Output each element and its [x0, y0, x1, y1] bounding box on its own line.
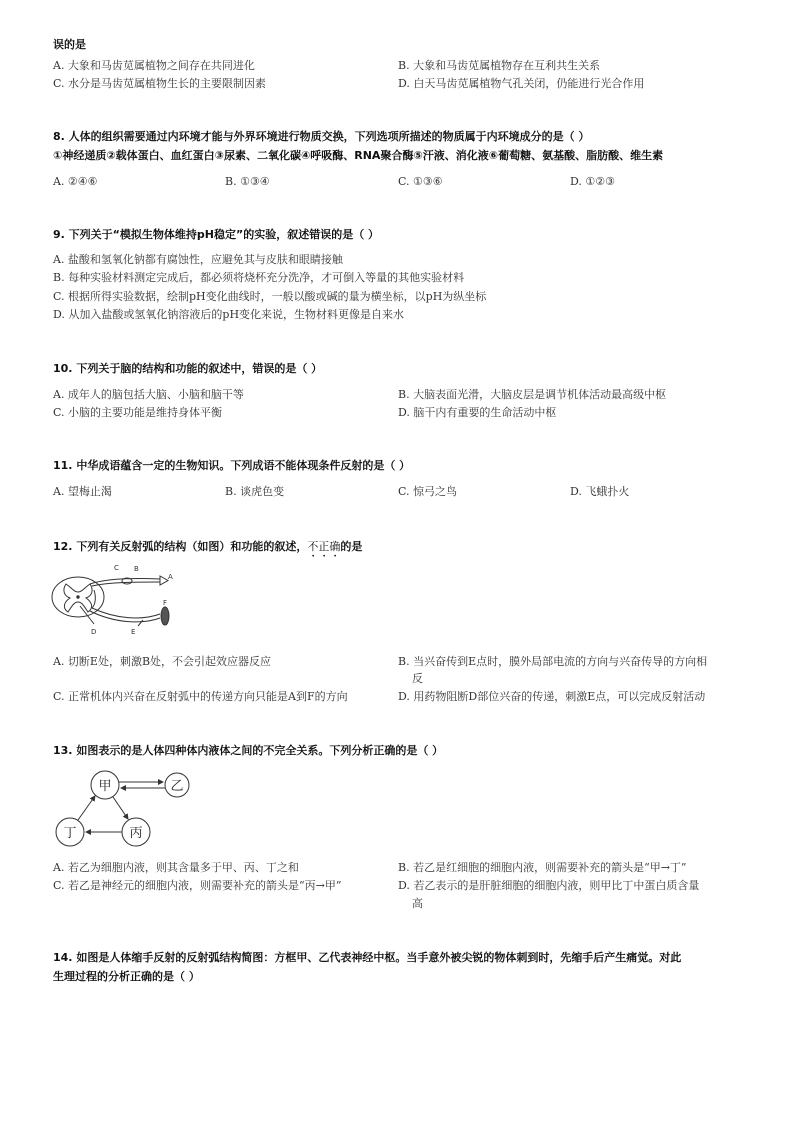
q7-option-d: D. 白天马齿苋属植物气孔关闭，仍能进行光合作用	[398, 77, 645, 90]
q13-stem: 13. 如图表示的是人体四种体内液体之间的不完全关系。下列分析正确的是（ ）	[53, 744, 444, 757]
q12-stem-emphasis: 不正确	[307, 540, 341, 553]
q8-option-d: D. ①②③	[570, 175, 616, 188]
q10-option-c: C. 小脑的主要功能是维持身体平衡	[53, 406, 223, 419]
q9-option-b: B. 每种实验材料测定完成后，都必须将烧杯充分洗净，才可倒入等量的其他实验材料	[53, 271, 465, 284]
q12-stem-prefix: 12. 下列有关反射弧的结构（如图）和功能的叙述，	[53, 540, 308, 553]
q8-option-a: A. ②④⑥	[53, 175, 98, 188]
q11-stem: 11. 中华成语蕴含一定的生物知识。下列成语不能体现条件反射的是（ ）	[53, 459, 411, 472]
q10-option-d: D. 脑干内有重要的生命活动中枢	[398, 406, 557, 419]
q12-stem	[53, 540, 362, 560]
q9-option-a: A. 盐酸和氢氧化钠都有腐蚀性，应避免其与皮肤和眼睛接触	[53, 253, 343, 266]
q10-option-a: A. 成年人的脑包括大脑、小脑和脑干等	[53, 388, 244, 401]
q8-items: ①神经递质②载体蛋白、血红蛋白③尿素、二氧化碳④呼吸酶、RNA聚合酶⑤汗液、消化液⑥葡萄糖、氨基酸、脂肪酸、维生素	[53, 149, 664, 162]
effector	[161, 607, 169, 625]
afferent-fiber	[90, 579, 160, 584]
q13-option-a: A. 若乙为细胞内液，则其含量多于甲、丙、丁之和	[53, 861, 299, 874]
node-bing: 丙	[129, 826, 143, 841]
q11-option-a: A. 望梅止渴	[53, 485, 112, 498]
body-fluid-diagram	[50, 765, 190, 855]
q14-stem-line1: 14. 如图是人体缩手反射的反射弧结构简图：方框甲、乙代表神经中枢。当手意外被尖锐的物体刺到时，先缩手后产生痛觉。对此	[53, 951, 682, 964]
q13-option-d-line1: D. 若乙表示的是肝脏细胞的细胞内液，则甲比丁中蛋白质含量	[398, 879, 700, 892]
q12-option-a: A. 切断E处，刺激B处，不会引起效应器反应	[53, 655, 272, 668]
q8-stem: 8. 人体的组织需要通过内环境才能与外界环境进行物质交换，下列选项所描述的物质属于内环境成分的是（ ）	[53, 130, 590, 143]
figure-label-d: D	[91, 628, 97, 636]
figure-label-e: E	[131, 628, 136, 636]
q12-option-c: C. 正常机体内兴奋在反射弧中的传递方向只能是A到F的方向	[53, 690, 348, 703]
node-yi: 乙	[170, 779, 184, 794]
q12-option-d: D. 用药物阻断D部位兴奋的传递，刺激E点，可以完成反射活动	[398, 690, 706, 703]
q14-stem-line2: 生理过程的分析正确的是（ ）	[53, 970, 200, 983]
q7-option-a: A. 大象和马齿苋属植物之间存在共同进化	[53, 59, 255, 72]
q11-option-b: B. 谈虎色变	[225, 485, 285, 498]
q13-option-b: B. 若乙是红细胞的细胞内液，则需要补充的箭头是“甲→丁”	[398, 861, 687, 874]
node-jia: 甲	[98, 779, 112, 794]
figure-label-b: B	[134, 565, 139, 573]
q7-option-c: C. 水分是马齿苋属植物生长的主要限制因素	[53, 77, 267, 90]
q7-stem-tail: 误的是	[53, 38, 86, 51]
q8-option-c: C. ①③⑥	[398, 175, 443, 188]
figure-label-c: C	[114, 564, 119, 572]
q13-option-d-line2: 高	[412, 897, 423, 910]
node-ding: 丁	[63, 826, 77, 841]
q12-option-b-line2: 反	[412, 672, 423, 685]
q13-option-c: C. 若乙是神经元的细胞内液，则需要补充的箭头是“丙→甲”	[53, 879, 342, 892]
q9-stem: 9. 下列关于“模拟生物体维持pH稳定”的实验，叙述错误的是（ ）	[53, 228, 380, 241]
q11-option-d: D. 飞蛾扑火	[570, 485, 630, 498]
receptor	[160, 576, 168, 585]
q10-option-b: B. 大脑表面光滑，大脑皮层是调节机体活动最高级中枢	[398, 388, 667, 401]
q7-option-b: B. 大象和马齿苋属植物存在互利共生关系	[398, 59, 601, 72]
arrow-jia-to-bing	[113, 797, 128, 819]
figure-label-a: A	[168, 573, 173, 581]
q12-stem-suffix: 的是	[340, 540, 363, 553]
q9-option-d: D. 从加入盐酸或氢氧化钠溶液后的pH变化来说，生物材料更像是自来水	[53, 308, 405, 321]
q11-option-c: C. 惊弓之鸟	[398, 485, 458, 498]
q10-stem: 10. 下列关于脑的结构和功能的叙述中，错误的是（ ）	[53, 362, 323, 375]
figure-label-f: F	[163, 599, 168, 607]
q8-option-b: B. ①③④	[225, 175, 270, 188]
q9-option-c: C. 根据所得实验数据，绘制pH变化曲线时，一般以酸或碱的量为横坐标，以pH为纵坐标	[53, 290, 487, 303]
arrow-ding-to-jia	[78, 796, 95, 820]
reflex-arc-figure	[48, 562, 188, 642]
q12-option-b-line1: B. 当兴奋传到E点时，膜外局部电流的方向与兴奋传导的方向相	[398, 655, 708, 668]
